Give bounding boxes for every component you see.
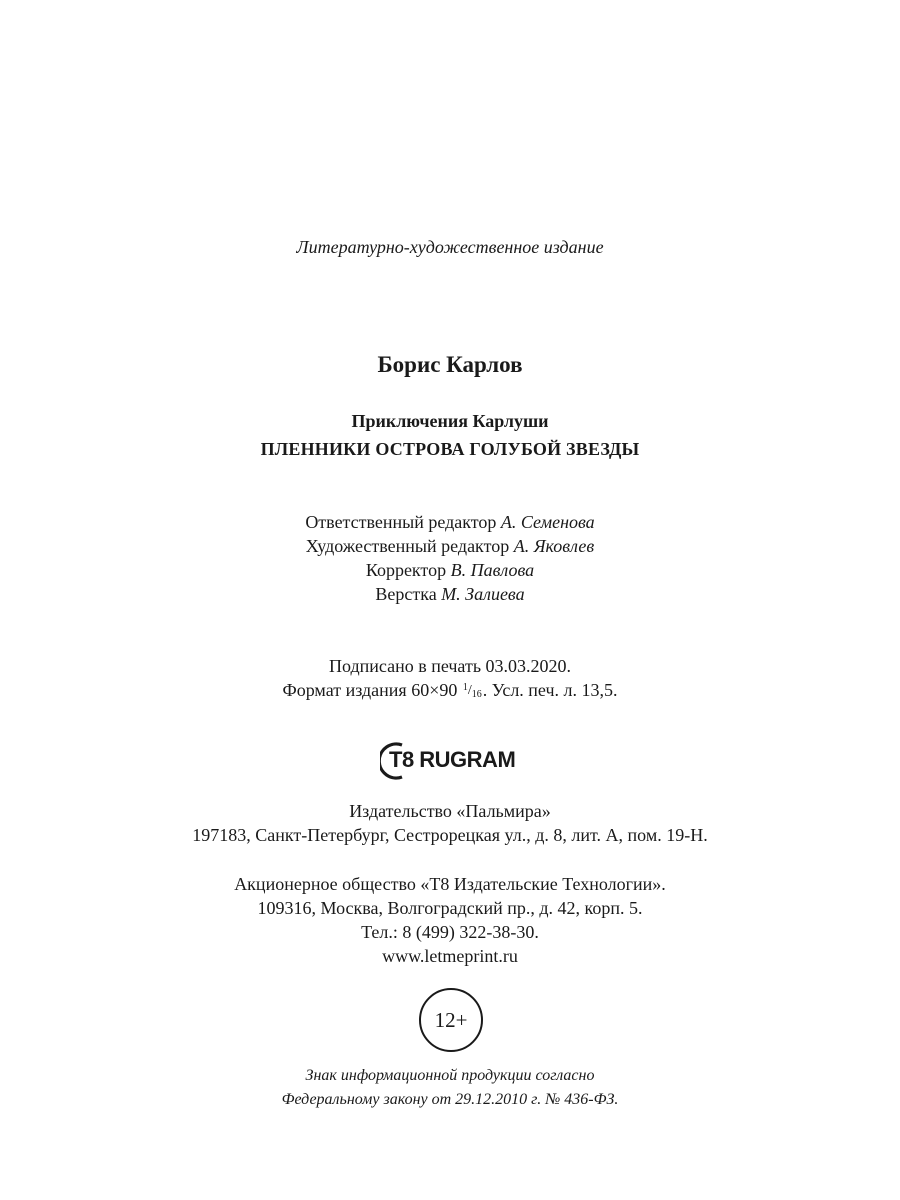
info-notice-line: Знак информационной продукции согласно: [305, 1067, 595, 1084]
age-rating-badge: 12+: [419, 988, 483, 1052]
fraction-numerator: 1: [462, 682, 468, 694]
format-line: [0, 678, 900, 702]
publisher-logo: [380, 741, 530, 781]
format-suffix: . Усл. печ. л. 13,5.: [482, 680, 618, 700]
credit-line: [0, 558, 900, 582]
signed-to-print: Подписано в печать 03.03.2020.: [328, 656, 572, 676]
printer-website: www.letmeprint.ru: [382, 946, 518, 966]
printer-name: Акционерное общество «Т8 Издательские Технологии».: [234, 874, 666, 894]
printer-phone: Тел.: 8 (499) 322-38-30.: [361, 922, 539, 942]
author-name: Борис Карлов: [377, 352, 523, 377]
credit-name: В. Павлова: [450, 560, 535, 580]
publisher-name: Издательство «Пальмира»: [349, 801, 551, 821]
genre-line: Литературно-художественное издание: [296, 237, 604, 257]
format-prefix: Формат издания 60×90: [282, 680, 458, 700]
credit-name: А. Яковлев: [513, 536, 595, 556]
credit-role: Художественный редактор: [305, 536, 510, 556]
book-title: ПЛЕННИКИ ОСТРОВА ГОЛУБОЙ ЗВЕЗДЫ: [260, 439, 640, 459]
format-fraction: 1/16: [462, 682, 482, 701]
credit-role: Ответственный редактор: [305, 512, 497, 532]
credit-line: [0, 534, 900, 558]
publisher-address: 197183, Санкт-Петербург, Сестрорецкая ул., д. 8, лит. А, пом. 19-Н.: [192, 825, 708, 845]
credit-role: Корректор: [365, 560, 447, 580]
credit-line: [0, 582, 900, 606]
printer-address: 109316, Москва, Волгоградский пр., д. 42, корп. 5.: [257, 898, 643, 918]
credit-role: Верстка: [375, 584, 437, 604]
info-notice-line: Федеральному закону от 29.12.2010 г. № 436-ФЗ.: [281, 1091, 619, 1108]
series-title: Приключения Карлуши: [351, 411, 549, 431]
credit-line: [0, 510, 900, 534]
credit-name: А. Семенова: [500, 512, 595, 532]
fraction-denominator: 16: [471, 689, 482, 701]
credit-name: М. Залиева: [441, 584, 525, 604]
logo-wordmark: T8 RUGRAM: [389, 747, 516, 772]
